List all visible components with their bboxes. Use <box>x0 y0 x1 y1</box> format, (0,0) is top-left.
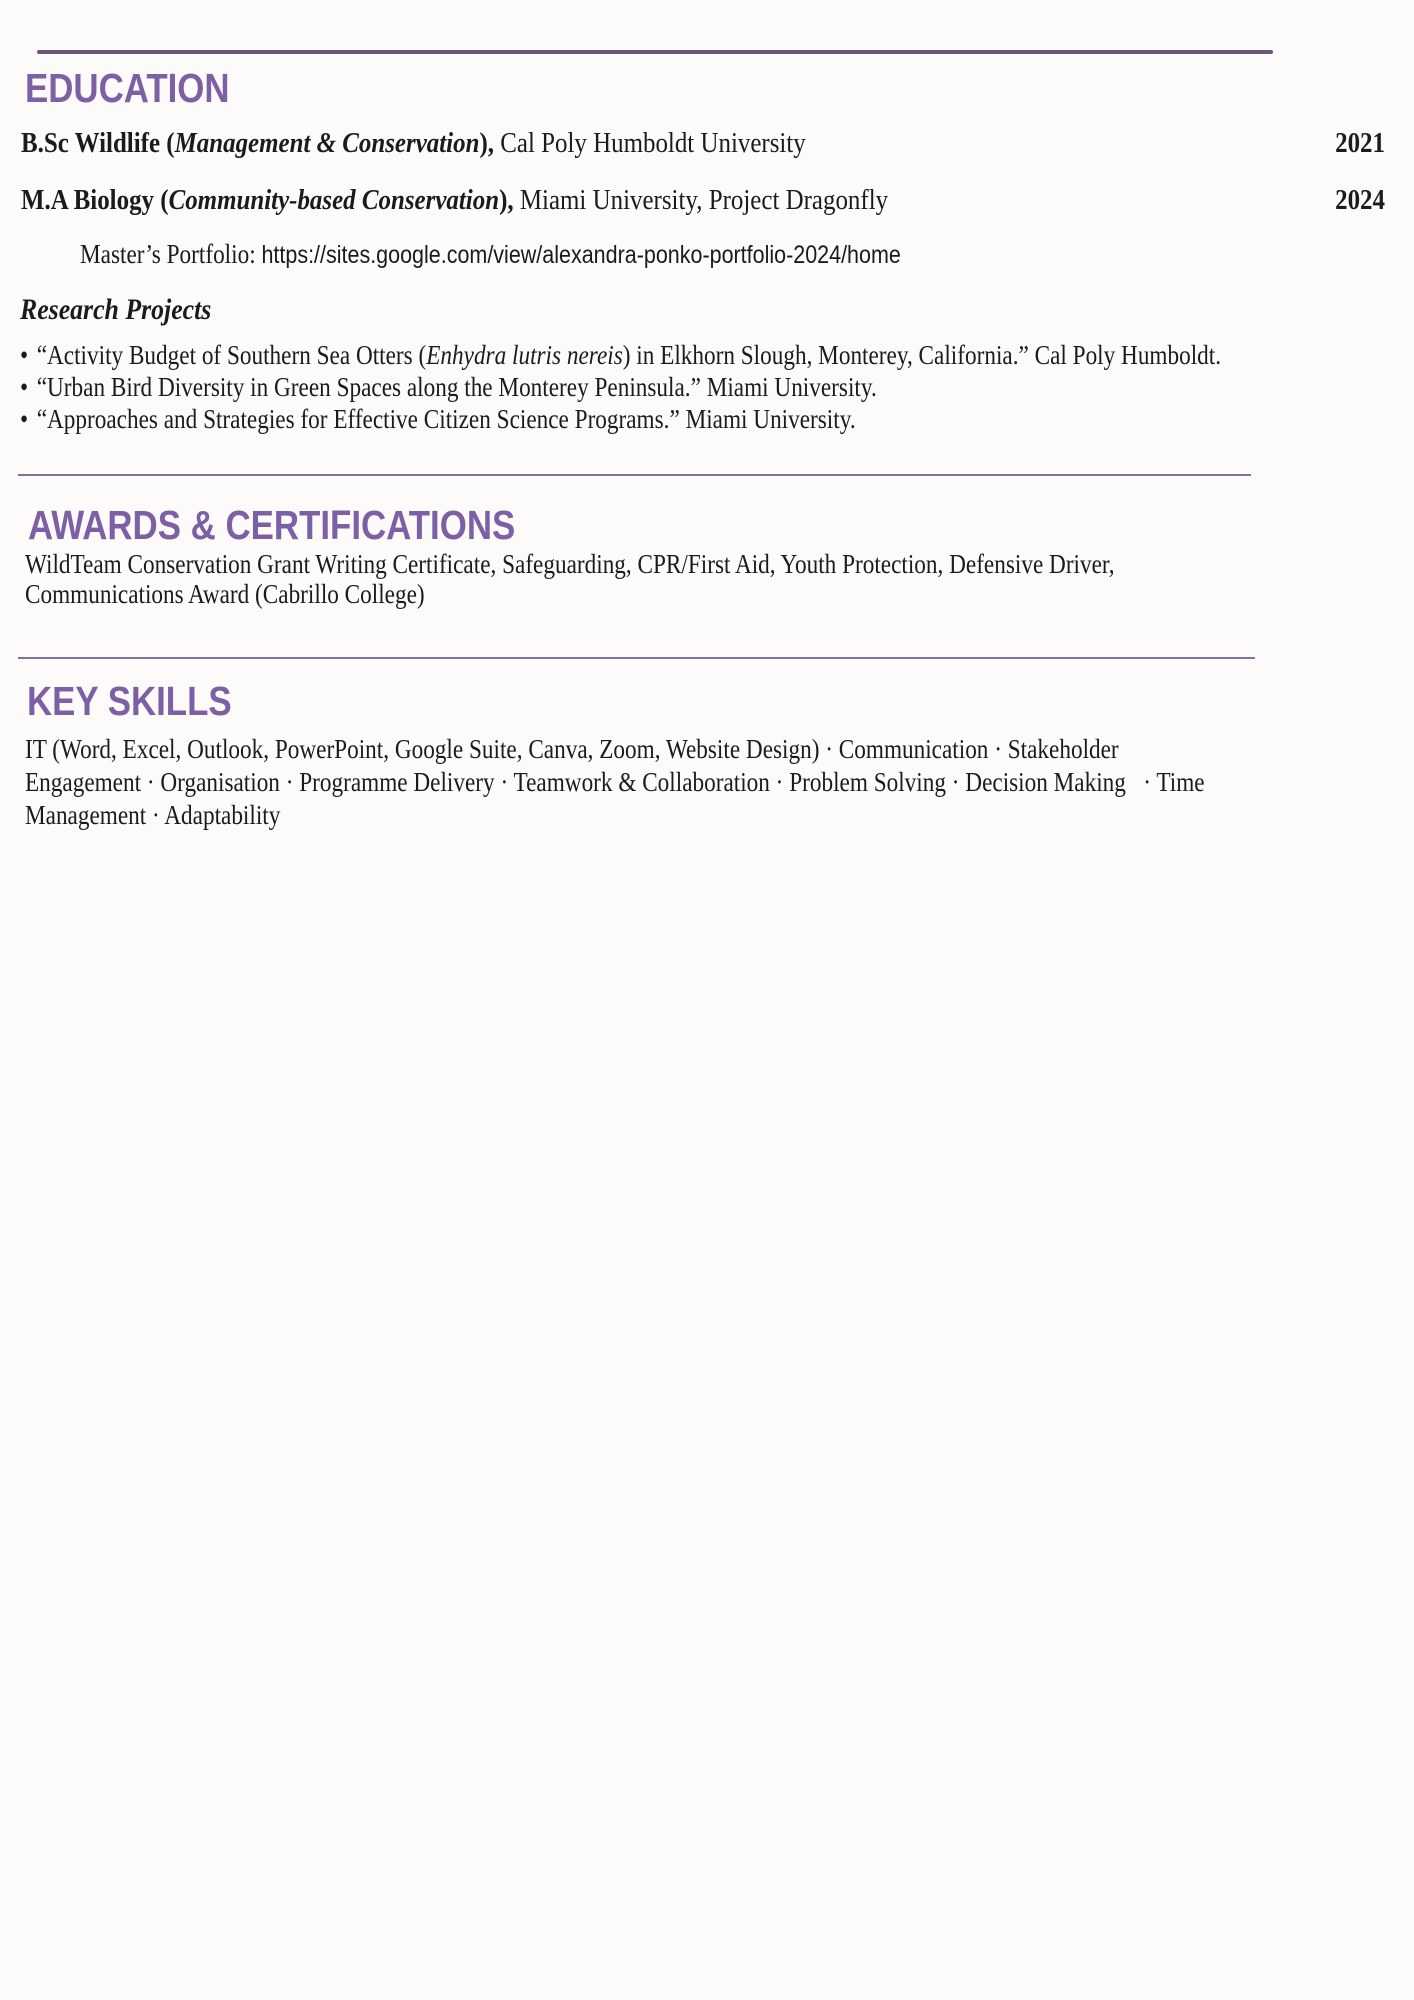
bullet-icon: • <box>20 372 29 402</box>
skills-line: IT (Word, Excel, Outlook, PowerPoint, Google Suite, Canva, Zoom, Website Design) · Communication · Stakeholder <box>25 734 1119 764</box>
key-skills-text-block <box>25 733 1397 832</box>
portfolio-url: https://sites.google.com/view/alexandra-ponko-portfolio-2024/home <box>261 241 901 269</box>
education-year: 2021 <box>1335 127 1385 159</box>
education-entry <box>21 126 1385 160</box>
research-bullet-text: “Activity Budget of Southern Sea Otters (Enhydra lutris nereis) in Elkhorn Slough, Monterey, California.” Cal Poly Humboldt. <box>36 340 1222 370</box>
section-heading-education: EDUCATION <box>25 65 230 111</box>
section-heading-awards-certifications: AWARDS & CERTIFICATIONS <box>28 502 516 548</box>
section-heading-key-skills: KEY SKILLS <box>27 678 232 724</box>
section-divider-skills <box>18 657 1255 659</box>
research-bullet-text: “Approaches and Strategies for Effective Citizen Science Programs.” Miami University. <box>36 404 856 434</box>
research-bullet-text: “Urban Bird Diversity in Green Spaces along the Monterey Peninsula.” Miami University. <box>36 372 877 402</box>
section-divider-top <box>37 50 1273 54</box>
portfolio-label: Master’s Portfolio: <box>80 239 262 269</box>
bullet-icon: • <box>20 404 29 434</box>
section-divider-awards <box>18 474 1251 476</box>
education-entry <box>21 183 1385 217</box>
research-bullet <box>20 371 1221 403</box>
research-projects-list <box>20 339 1414 435</box>
research-bullet <box>20 339 1221 371</box>
research-projects-heading: Research Projects <box>20 293 212 326</box>
awards-text-block <box>25 549 1292 609</box>
skills-line: Engagement · Organisation · Programme Delivery · Teamwork & Collaboration · Problem Solving · Decision Making · Time <box>25 767 1205 797</box>
awards-line: Communications Award (Cabrillo College) <box>25 579 425 609</box>
research-bullet <box>20 403 1221 435</box>
education-entry-text: B.Sc Wildlife (Management & Conservation), Cal Poly Humboldt University <box>21 127 806 159</box>
education-entry-text: M.A Biology (Community-based Conservation), Miami University, Project Dragonfly <box>21 184 889 216</box>
skills-line: Management · Adaptability <box>25 800 281 830</box>
awards-line: WildTeam Conservation Grant Writing Certificate, Safeguarding, CPR/First Aid, Youth Protection, Defensive Driver, <box>25 549 1115 579</box>
bullet-icon: • <box>20 340 29 370</box>
education-year: 2024 <box>1335 184 1385 216</box>
masters-portfolio-line <box>80 238 901 271</box>
